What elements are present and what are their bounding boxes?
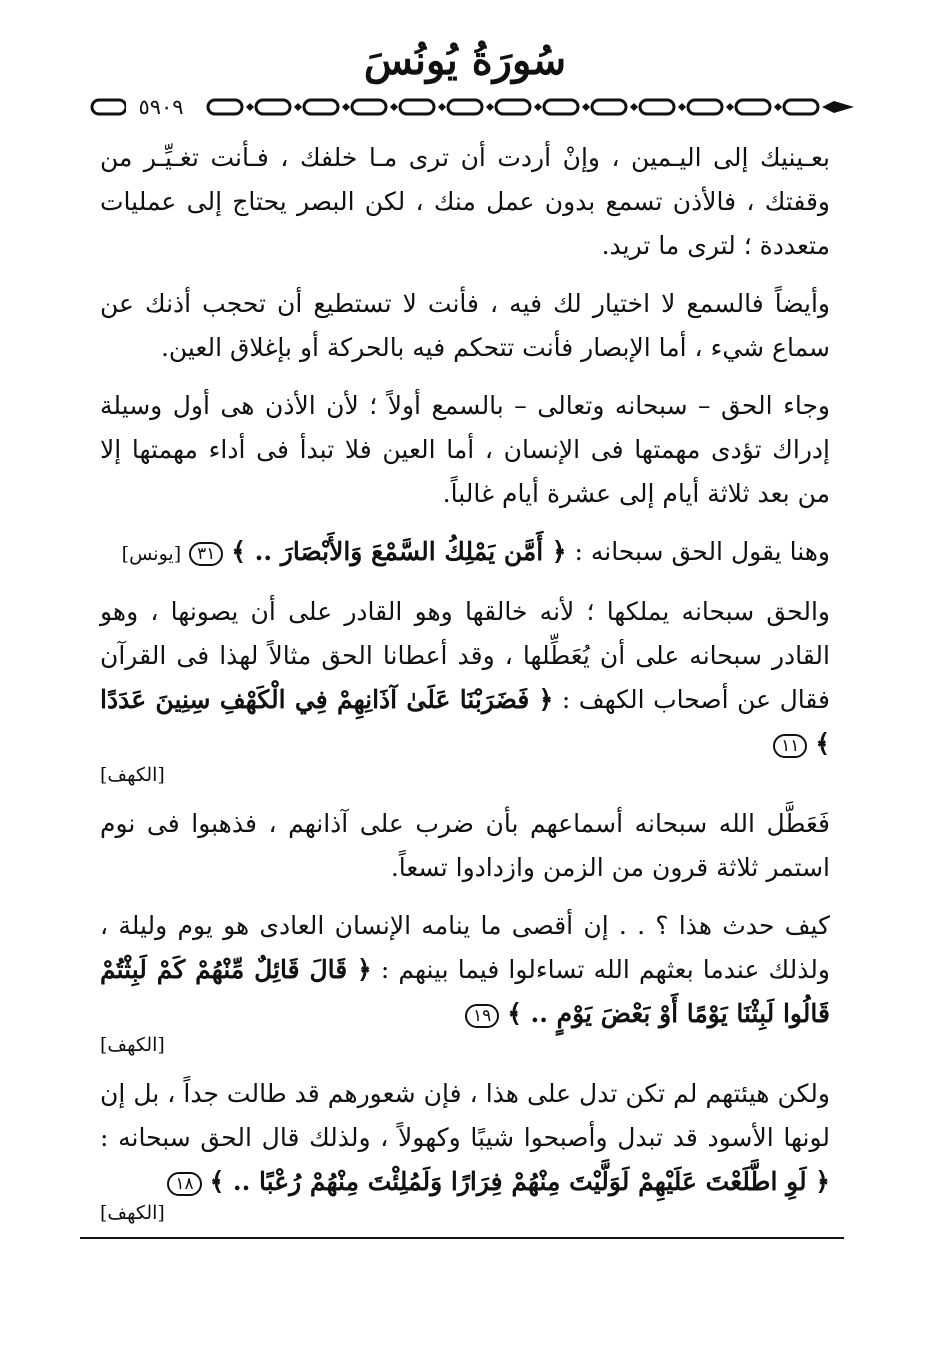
page-number: ٥٩٠٩: [126, 94, 196, 120]
quran-verse-kahf-19: ﴿ قَالَ قَائِلٌ مِّنْهُمْ كَمْ لَبِثْتُمْ قَالُوا لَبِثْنَا يَوْمًا أَوْ بَعْضَ يَوْمٍ .. ﴾: [100, 955, 830, 1028]
header-ornament-border: [88, 94, 858, 120]
paragraph-7-text: كيف حدث هذا ؟ . . إن أقصى ما ينامه الإنسان العادى هو يوم وليلة ، ولذلك عندما بعثهم الله تساءلوا فيما بينهم :: [100, 911, 830, 984]
quran-verse-yunus-31: ﴿ أَمَّن يَمْلِكُ السَّمْعَ وَالأَبْصَارَ .. ﴾: [231, 537, 567, 566]
quran-verse-kahf-11: ﴿ فَضَرَبْنَا عَلَىٰ آذَانِهِمْ فِي الْكَهْفِ سِنِينَ عَدَدًا ﴾: [100, 685, 830, 758]
paragraph-5-text: والحق سبحانه يملكها ؛ لأنه خالقها وهو القادر على أن يصونها ، وهو القادر سبحانه على أن يُعَطِّلها ، وقد أعطانا الحق مثالاً لهذا فى القرآن فقال عن أصحاب الكهف :: [100, 597, 830, 714]
paragraph-4-intro: وهنا يقول الحق سبحانه :: [574, 537, 830, 566]
surah-reference-kahf-11: [الكهف]: [100, 764, 165, 786]
surah-reference-kahf-19: [الكهف]: [100, 1034, 165, 1056]
paragraph-7: [100, 904, 830, 1058]
paragraph-3: وجاء الحق – سبحانه وتعالى – بالسمع أولاً ؛ لأن الأذن هى أول وسيلة إدراك تؤدى مهمتها فى الإنسان ، أما العين فلا تبدأ فى أداء مهمتها إلا من بعد ثلاثة أيام إلى عشرة أيام غالباً.: [100, 391, 830, 508]
paragraph-2: وأيضاً فالسمع لا اختيار لك فيه ، فأنت لا تستطيع أن تحجب أذنك عن سماع شيء ، أما الإبصار فأنت تتحكم فيه بالحركة أو بإغلاق العين.: [100, 289, 830, 362]
ayah-number-19: ١٩: [465, 1004, 499, 1028]
paragraph-8: [100, 1072, 830, 1226]
paragraph-4: [100, 530, 830, 576]
surah-reference-kahf-18: [الكهف]: [100, 1202, 165, 1224]
ayah-number-11: ١١: [773, 734, 807, 758]
surah-reference-yunus: [يونس]: [121, 543, 182, 565]
paragraph-1: بعـينيك إلى اليـمين ، وإنْ أردت أن ترى مـا خلفك ، فـأنت تغـيِّـر من وقفتك ، فالأذن تسمع بدون عمل منك ، لكن البصر يحتاج إلى عمليات متعددة ؛ لترى ما تريد.: [100, 143, 830, 260]
quran-verse-kahf-18: ﴿ لَوِ اطَّلَعْتَ عَلَيْهِمْ لَوَلَّيْتَ مِنْهُمْ فِرَارًا وَلَمُلِئْتَ مِنْهُمْ رُعْبًا .. ﴾: [209, 1167, 830, 1196]
paragraph-5: [100, 590, 830, 788]
paragraph-8-text: ولكن هيئتهم لم تكن تدل على هذا ، فإن شعورهم قد طالت جداً ، بل إن لونها الأسود قد تبدل وأصبحوا شيبًا وكهولاً ، ولذلك قال الحق سبحانه :: [100, 1079, 830, 1152]
body-text: [100, 136, 830, 1240]
footer-rule: [80, 1237, 844, 1239]
ayah-number-31: ٣١: [189, 542, 223, 566]
surah-title: سُورَةُ يُونُسَ: [363, 37, 567, 84]
ayah-number-18: ١٨: [167, 1172, 201, 1196]
paragraph-6: فَعَطَّل الله سبحانه أسماعهم بأن ضرب على آذانهم ، فذهبوا فى نوم استمر ثلاثة قرون من الزمن وازدادوا تسعاً.: [100, 809, 830, 882]
